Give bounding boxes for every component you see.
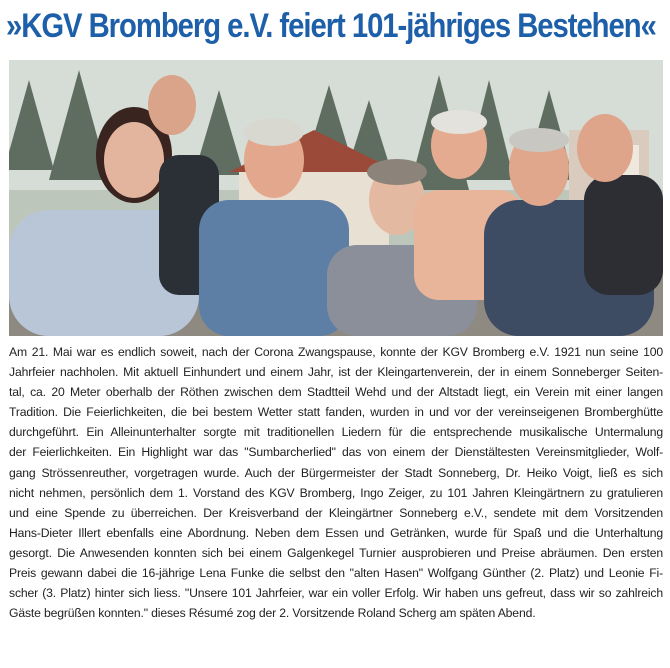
article-line: nicht nehmen, persönlich dem 1. Vorstand des KGV Bromberg, Ingo Zeiger, zu 101 Jahren Kleingärtnern zu gratulieren (9, 485, 663, 500)
article-line: gesorgt. Die Anwesenden konnten sich bei einem Galgenkegel Turnier ausprobieren und Preise abräumen. Den ersten (9, 545, 663, 560)
article-line: Preis gewann dabei die 16-jährige Lena Funke die selbst den "alten Hasen" Wolfgang Günther (2. Platz) und Leonie Fi- (9, 566, 663, 581)
article-body (9, 342, 663, 623)
article-line: Gäste begrüßen konnten." dieses Résumé zog der 2. Vorsitzende Roland Scherg am späten Abend. (9, 606, 536, 621)
article-line: scher (3. Platz) hinter sich liess. "Unsere 101 Jahrfeier, war ein voller Erfolg. Wir haben uns gefreut, dass wir so zahlreich (9, 586, 663, 601)
group-photo-icon (9, 60, 663, 336)
article-line: Hans-Dieter Illert ebenfalls eine Abordnung. Neben dem Essen und Getränken, wurde für Spaß und die Unterhaltung (9, 525, 663, 540)
article-line: gang Strössenreuther, vorgetragen wurde. Auch der Bürgermeister der Stadt Sonneberg, Dr. Heiko Voigt, ließ es sich (9, 465, 663, 480)
group-photo (9, 60, 663, 336)
headline: »KGV Bromberg e.V. feiert 101-jähriges Bestehen« (6, 7, 656, 45)
article-line: der Feierlichkeiten. Ein Highlight war das "Sumbarcherlied" das von einem der Dienstältesten Vereinsmitglieder, Wolf- (9, 445, 663, 460)
article-line: Am 21. Mai war es endlich soweit, nach der Corona Zwangspause, konnte der KGV Bromberg e.V. 1921 nun seine 100 (9, 345, 663, 359)
article-line: tal, ca. 20 Meter oberhalb der Röthen zwischen dem Stadtteil Wehd und der Altstadt liegt, ein Verein mit einer langen (9, 385, 663, 400)
article-line: durchgeführt. Ein Alleinunterhalter sorgte mit traditionellen Liedern für die entsprechende musikalische Untermalung (9, 425, 663, 440)
article-line: Tradition. Die Feierlichkeiten, die bei bestem Wetter statt fanden, wurden in und vor der vereinseigenen Bromberghütte (9, 405, 663, 420)
article-line: und eine Spende zu überreichen. Der Kreisverband der Kleingärtner Sonneberg e.V., sendete mit dem Vorsitzenden (9, 505, 663, 520)
article-line: Jahrfeier nachholen. Mit aktuell Einhundert und einem Jahr, ist der Kleingartenverein, der in einem Sonneberger Seiten- (9, 365, 663, 380)
